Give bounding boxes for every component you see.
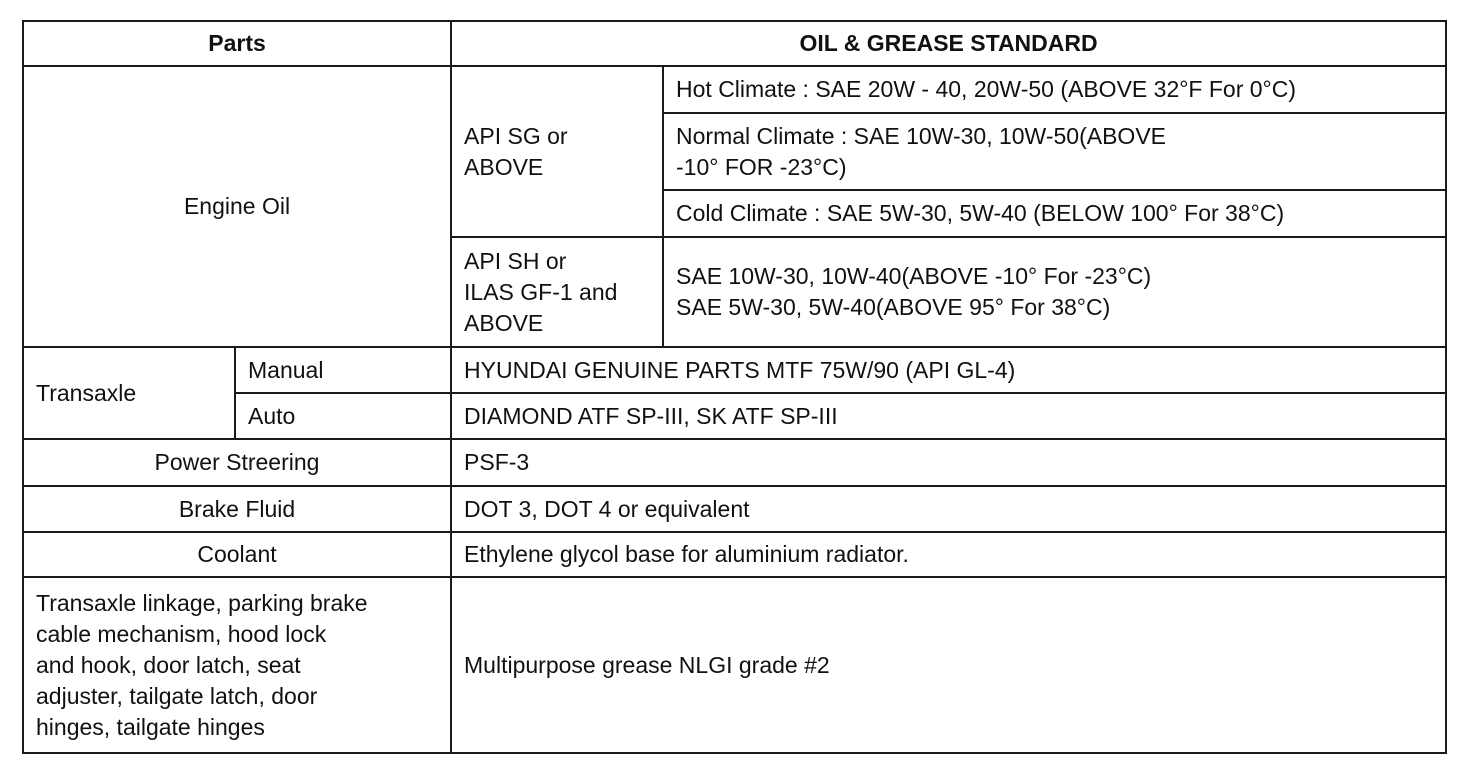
engine-oil-label: Engine Oil [23,66,451,347]
normal-climate-text: Normal Climate : SAE 10W-30, 10W-50(ABOVE [676,122,1167,149]
coolant-label: Coolant [23,532,451,577]
power-steering-label: Power Streering [23,439,451,486]
grade-sg-line: API SG or [464,122,568,149]
grease-standard: Multipurpose grease NLGI grade #2 [451,577,1446,753]
standard-header: OIL & GREASE STANDARD [451,21,1446,66]
normal-climate-text: -10° FOR -23°C) [676,153,847,180]
engine-oil-grade-sg [451,66,663,237]
brake-fluid-row [23,486,1446,532]
cold-climate-text: Cold Climate : SAE 5W-30, 5W-40 (BELOW 100° For 38°C) [676,200,1285,226]
engine-oil-row-hot [23,66,1446,113]
transaxle-label: Transaxle [23,347,235,439]
header-row [23,21,1446,66]
grade-sh-line: ABOVE [464,309,544,336]
engine-oil-grade-sh [451,237,663,347]
grease-parts-line: and hook, door latch, seat [36,651,301,678]
coolant-row [23,532,1446,577]
transaxle-auto-standard: DIAMOND ATF SP-III, SK ATF SP-III [451,393,1446,439]
transaxle-manual-row [23,347,1446,393]
grease-parts-line: hinges, tailgate hinges [36,713,265,740]
power-steering-row [23,439,1446,486]
coolant-standard: Ethylene glycol base for aluminium radiator. [451,532,1446,577]
transaxle-auto-label: Auto [235,393,451,439]
transaxle-auto-row [23,393,1446,439]
hot-climate-text: Hot Climate : SAE 20W - 40, 20W-50 (ABOVE 32°F For 0°C) [676,76,1297,102]
grade-sh-line: API SH or [464,247,567,274]
grease-parts-line: Transaxle linkage, parking brake [36,589,368,616]
sh-spec-text: SAE 10W-30, 10W-40(ABOVE -10° For -23°C) [676,263,1152,289]
grease-parts-line: adjuster, tailgate latch, door [36,682,318,709]
sh-spec [663,237,1446,347]
grease-parts-line: cable mechanism, hood lock [36,620,327,647]
power-steering-standard: PSF-3 [451,439,1446,486]
transaxle-manual-label: Manual [235,347,451,393]
normal-climate-spec [663,113,1446,190]
hot-climate-spec [663,66,1446,113]
parts-header: Parts [23,21,451,66]
grease-parts [23,577,451,753]
oil-grease-table [22,20,1447,754]
sh-spec-text: SAE 5W-30, 5W-40(ABOVE 95° For 38°C) [676,294,1111,320]
transaxle-manual-standard: HYUNDAI GENUINE PARTS MTF 75W/90 (API GL-4) [451,347,1446,393]
grease-row [23,577,1446,753]
brake-fluid-standard: DOT 3, DOT 4 or equivalent [451,486,1446,532]
brake-fluid-label: Brake Fluid [23,486,451,532]
cold-climate-spec [663,190,1446,237]
grade-sg-line: ABOVE [464,153,544,180]
grade-sh-line: ILAS GF-1 and [464,278,618,305]
